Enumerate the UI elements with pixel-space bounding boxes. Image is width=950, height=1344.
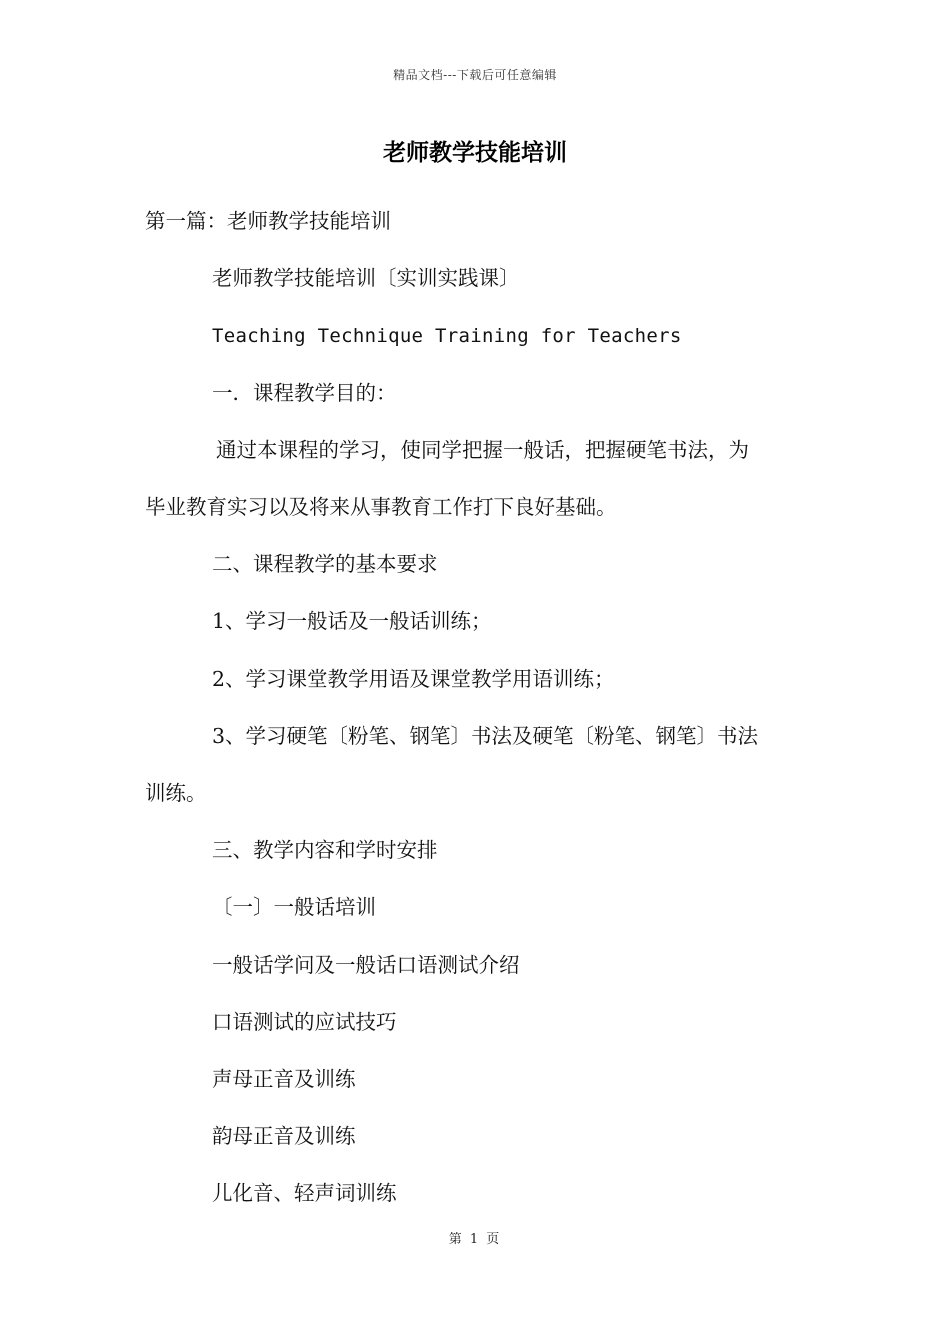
subheading-putonghua-training: 〔一〕一般话培训 — [212, 895, 376, 919]
header-note: 精品文档---下载后可任意编辑 — [393, 68, 557, 82]
english-title-line: Teaching Technique Training for Teachers — [212, 325, 682, 347]
list-item: 一般话学问及一般话口语测试介绍 — [212, 953, 520, 977]
document-title: 老师教学技能培训 — [383, 139, 567, 166]
section-heading: 第一篇：老师教学技能培训 — [145, 209, 391, 233]
subheading-basic-requirements: 二、课程教学的基本要求 — [212, 552, 438, 576]
list-item: 1、学习一般话及一般话训练； — [212, 609, 492, 633]
list-item: 韵母正音及训练 — [212, 1124, 356, 1148]
subheading-content-schedule: 三、教学内容和学时安排 — [212, 838, 438, 862]
paragraph-line: 通过本课程的学习，使同学把握一般话，把握硬笔书法，为 — [216, 438, 749, 462]
list-item: 声母正音及训练 — [212, 1067, 356, 1091]
list-item: 3、学习硬笔〔粉笔、钢笔〕书法及硬笔〔粉笔、钢笔〕书法 — [212, 724, 759, 748]
list-item-continuation: 训练。 — [145, 781, 207, 805]
list-item: 儿化音、轻声词训练 — [212, 1181, 397, 1205]
list-item: 2、学习课堂教学用语及课堂教学用语训练； — [212, 667, 615, 691]
page-number: 第 1 页 — [448, 1232, 502, 1247]
course-title-line: 老师教学技能培训〔实训实践课〕 — [212, 266, 520, 290]
list-item: 口语测试的应试技巧 — [212, 1010, 397, 1034]
subheading-course-purpose: 一．课程教学目的： — [212, 381, 397, 405]
paragraph-line: 毕业教育实习以及将来从事教育工作打下良好基础。 — [145, 495, 617, 519]
